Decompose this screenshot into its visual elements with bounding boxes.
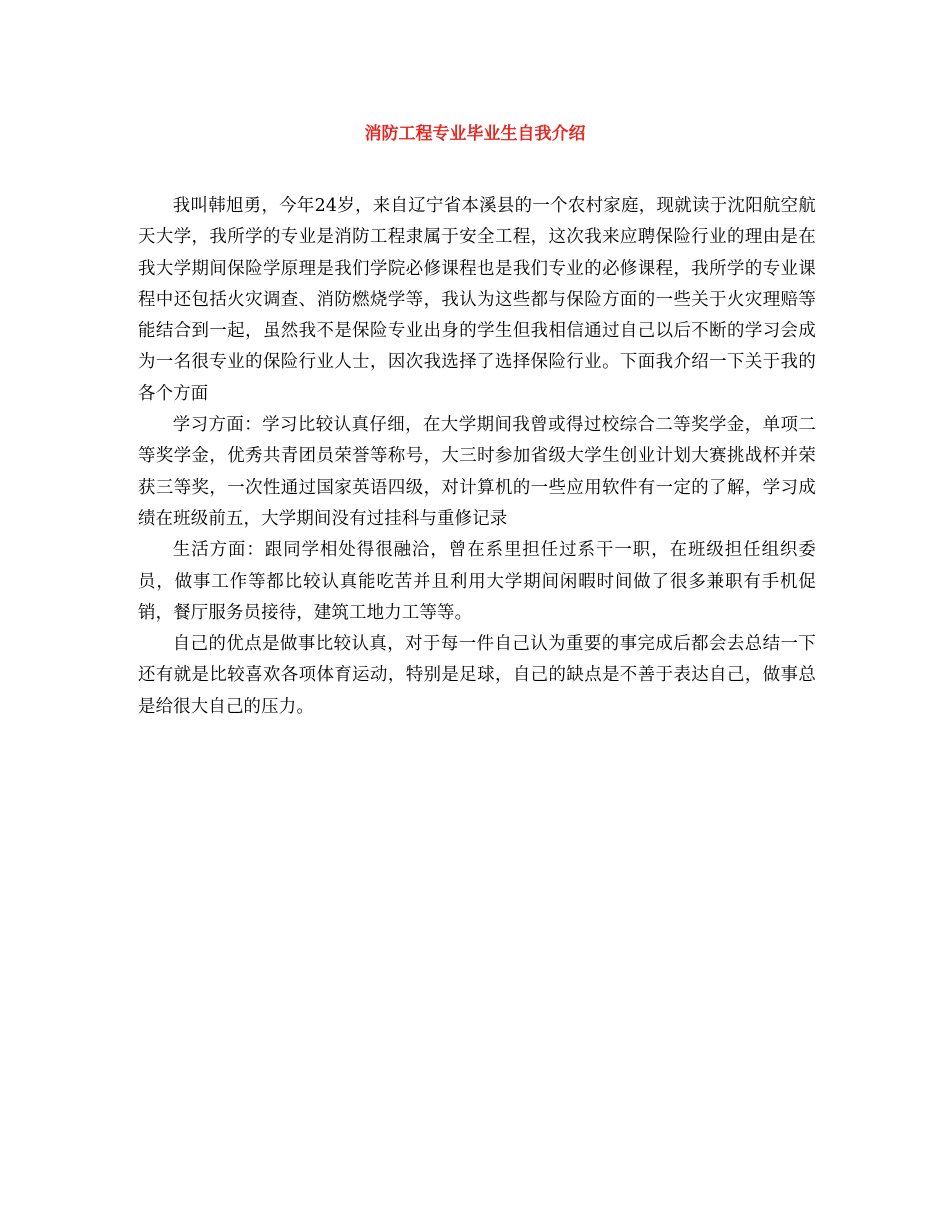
document-body: [138, 191, 816, 723]
paragraph-study: 学习方面：学习比较认真仔细，在大学期间我曾或得过校综合二等奖学金，单项二等奖学金，优秀共青团员荣誉等称号，大三时参加省级大学生创业计划大赛挑战杯并荣获三等奖，一次性通过国家英语四级，对计算机的一些应用软件有一定的了解，学习成绩在班级前五，大学期间没有过挂科与重修记录: [138, 415, 816, 529]
document-title: 消防工程专业毕业生自我介绍: [364, 124, 586, 144]
paragraph-life: 生活方面：跟同学相处得很融洽，曾在系里担任过系干一职，在班级担任组织委员，做事工作等都比较认真能吃苦并且利用大学期间闲暇时间做了很多兼职有手机促销，餐厅服务员接待，建筑工地力工等等。: [138, 540, 816, 623]
paragraph-strengths-weaknesses: 自己的优点是做事比较认真，对于每一件自己认为重要的事完成后都会去总结一下还有就是比较喜欢各项体育运动，特别是足球，自己的缺点是不善于表达自己，做事总是给很大自己的压力。: [138, 634, 816, 717]
paragraph-introduction: 我叫韩旭勇，今年24岁，来自辽宁省本溪县的一个农村家庭，现就读于沈阳航空航天大学，我所学的专业是消防工程隶属于安全工程，这次我来应聘保险行业的理由是在我大学期间保险学原理是我们学院必修课程也是我们专业的必修课程，我所学的专业课程中还包括火灾调查、消防燃烧学等，我认为这些都与保险方面的一些关于火灾理赔等能结合到一起，虽然我不是保险专业出身的学生但我相信通过自己以后不断的学习会成为一名很专业的保险行业人士，因次我选择了选择保险行业。下面我介绍一下关于我的各个方面: [138, 196, 816, 404]
